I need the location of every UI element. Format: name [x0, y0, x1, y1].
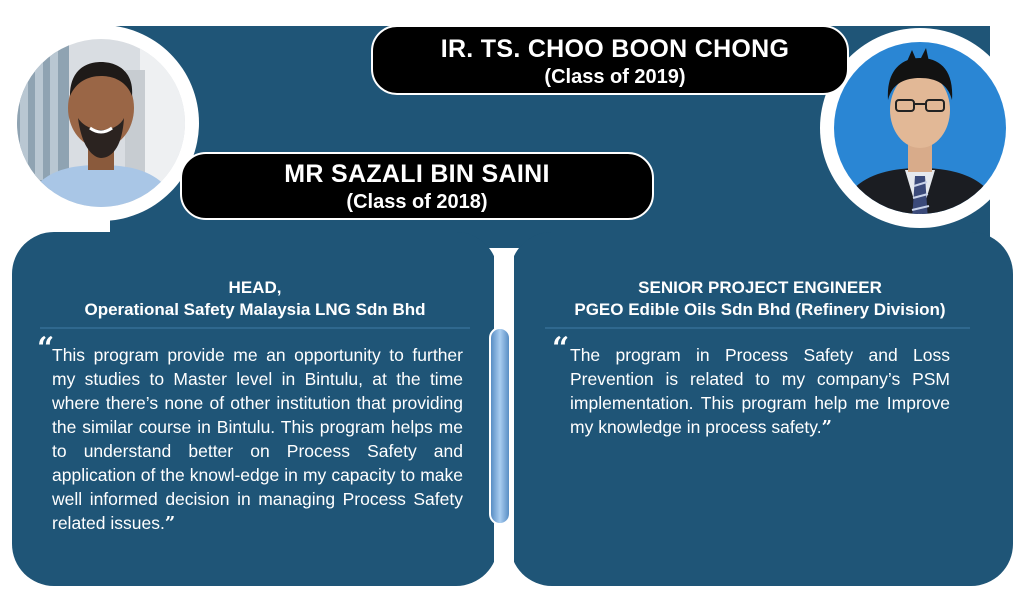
right-role	[530, 277, 990, 321]
right-quote-body: The program in Process Safety and Loss Prevention is related to my company’s PSM implementation. This program help me Improve my knowledge in process safety.	[570, 345, 950, 437]
left-role	[30, 277, 480, 321]
top-name-bar	[371, 25, 849, 95]
right-close-quote: ”	[821, 417, 832, 438]
left-close-quote: ”	[164, 513, 176, 534]
mid-class-year: (Class of 2018)	[346, 191, 488, 213]
left-role-company: Operational Safety Malaysia LNG Sdn Bhd	[84, 300, 426, 319]
mid-person-name: MR SAZALI BIN SAINI	[284, 160, 550, 188]
left-quote-text	[52, 343, 463, 536]
right-role-company: PGEO Edible Oils Sdn Bhd (Refinery Division)	[574, 300, 946, 319]
left-quote-body: This program provide me an opportunity to further my studies to Master level in Bintulu, at the time where there’s none of other institution that providing the similar course in Bintulu. This program helps me to understand better on Process Safety and application of the knowl-edge in my capacity to make well informed decision in managing Process Safety related issues.	[52, 345, 463, 533]
center-divider	[490, 328, 510, 524]
right-role-title: SENIOR PROJECT ENGINEER	[638, 278, 882, 297]
top-class-year: (Class of 2019)	[544, 66, 686, 88]
top-person-name: IR. TS. CHOO BOON CHONG	[440, 35, 790, 63]
left-role-title: HEAD,	[228, 278, 282, 297]
mid-name-bar	[180, 152, 654, 220]
left-open-quote: “	[37, 331, 55, 366]
right-quote-text	[570, 343, 950, 440]
right-open-quote: “	[552, 331, 570, 366]
